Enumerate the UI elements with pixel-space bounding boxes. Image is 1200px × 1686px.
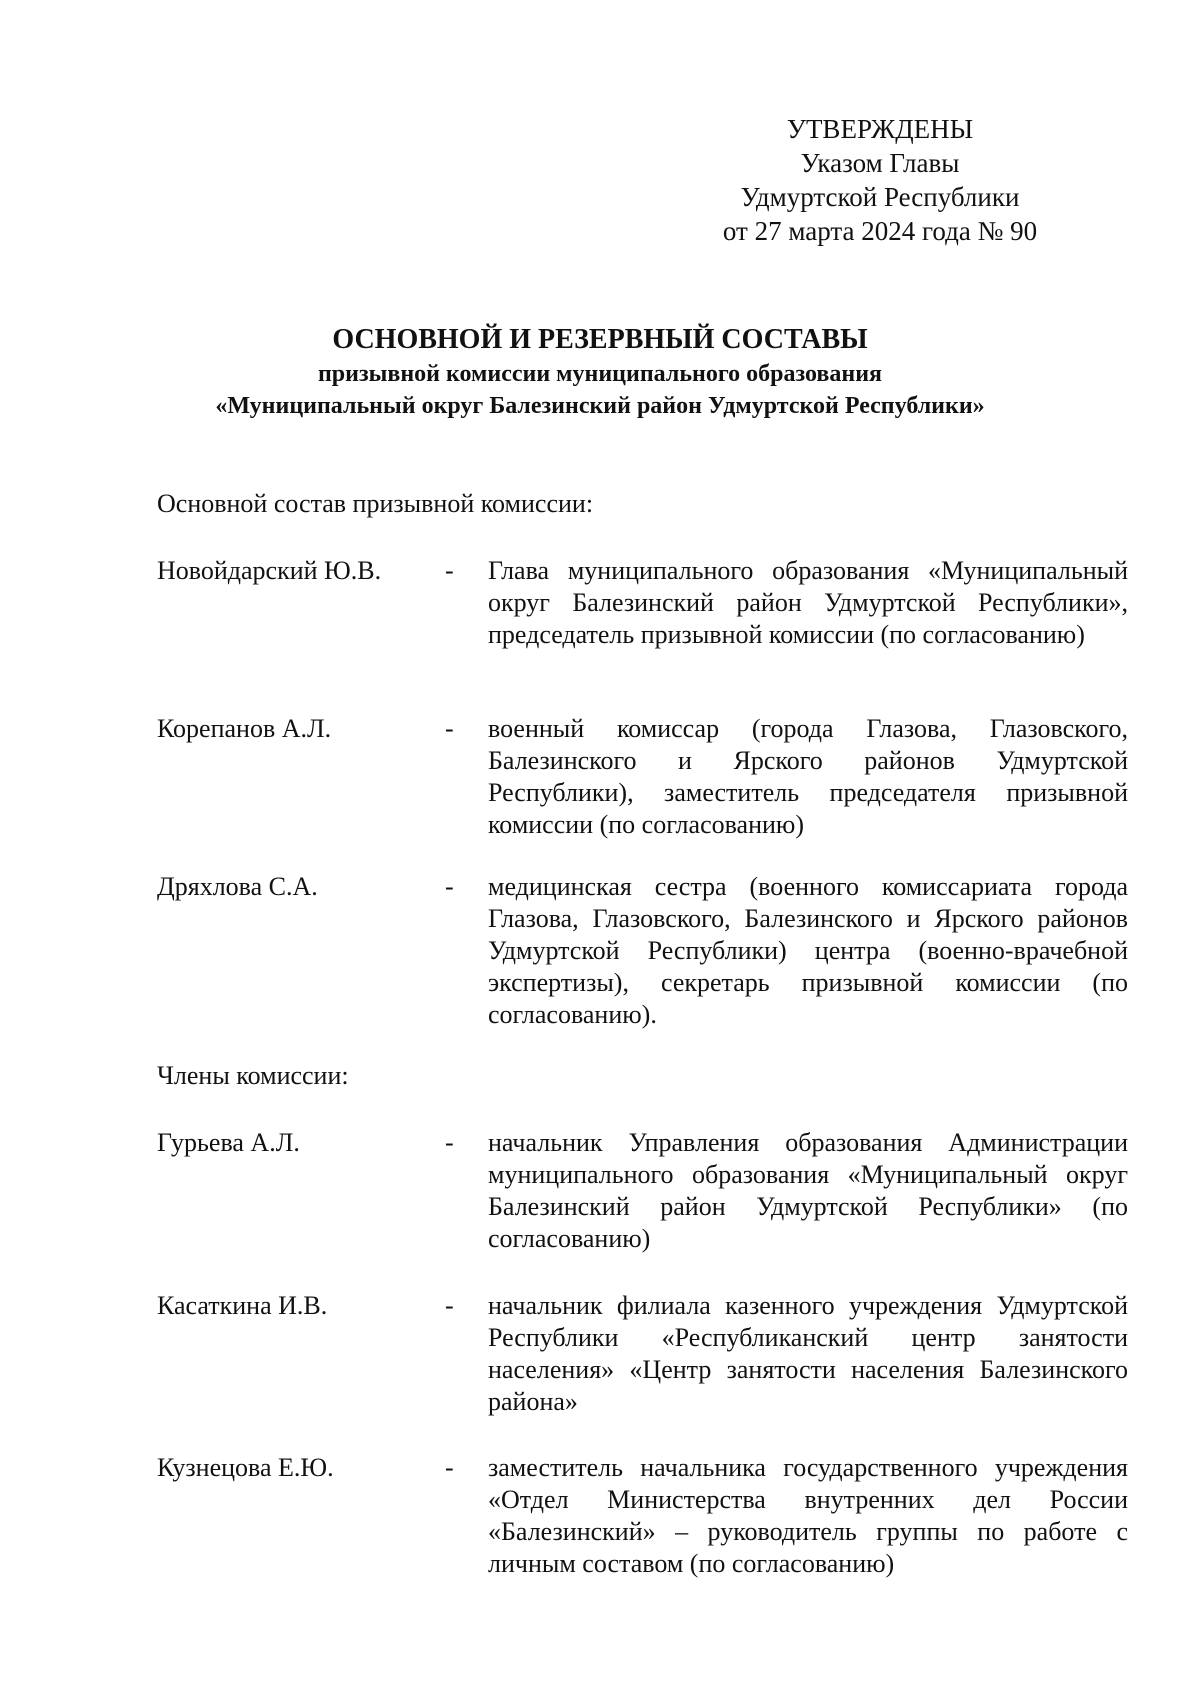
member-position: заместитель начальника государственного учреждения «Отдел Министерства внутренних дел России «Балезинский» – руководитель группы по работе с личным составом (по согласованию) — [488, 1453, 1128, 1578]
member-position: начальник Управления образования Администрации муниципального образования «Муниципальный округ Балезинский район Удмуртской Республики» (по согласованию) — [488, 1128, 1128, 1253]
member-position: военный комиссар (города Глазова, Глазовского, Балезинского и Ярского районов Удмуртской Республики), заместитель председателя призывной комиссии (по согласованию) — [488, 714, 1128, 839]
member-position: начальник филиала казенного учреждения Удмуртской Республики «Республиканский центр занятости населения» «Центр занятости населения Балезинского района» — [488, 1291, 1128, 1416]
commission-members-label: Члены комиссии: — [157, 1061, 349, 1090]
member-name: Дряхлова С.А. — [157, 872, 318, 901]
member-dash: - — [445, 556, 454, 585]
member-name: Кузнецова Е.Ю. — [157, 1453, 334, 1482]
main-composition-label: Основной состав призывной комиссии: — [157, 489, 594, 518]
approval-republic: Удмуртской Республики — [740, 182, 1020, 212]
approval-date: от 27 марта 2024 года № 90 — [722, 216, 1038, 246]
member-dash: - — [445, 1291, 454, 1320]
member-name: Новойдарский Ю.В. — [157, 556, 382, 585]
member-position: медицинская сестра (военного комиссариата города Глазова, Глазовского, Балезинского и Ярского районов Удмуртской Республики) центра (военно-врачебной экспертизы), секретарь призывной комиссии (по согласованию). — [488, 872, 1128, 1029]
document-title: ОСНОВНОЙ И РЕЗЕРВНЫЙ СОСТАВЫ — [332, 324, 868, 355]
member-name: Гурьева А.Л. — [157, 1128, 300, 1157]
approval-title: УТВЕРЖДЕНЫ — [786, 114, 974, 144]
approval-block — [700, 112, 1060, 248]
member-name: Корепанов А.Л. — [157, 714, 332, 743]
document-subtitle-2: «Муниципальный округ Балезинский район Удмуртской Республики» — [215, 393, 985, 419]
document-subtitle-1: призывной комиссии муниципального образования — [317, 361, 883, 387]
member-dash: - — [445, 714, 454, 743]
approval-decree: Указом Главы — [800, 148, 960, 178]
member-dash: - — [445, 1453, 454, 1482]
document-heading — [150, 322, 1050, 422]
member-dash: - — [445, 872, 454, 901]
member-dash: - — [445, 1128, 454, 1157]
member-position: Глава муниципального образования «Муниципальный округ Балезинский район Удмуртской Республики», председатель призывной комиссии (по согласованию) — [488, 556, 1128, 649]
member-name: Касаткина И.В. — [157, 1291, 328, 1320]
